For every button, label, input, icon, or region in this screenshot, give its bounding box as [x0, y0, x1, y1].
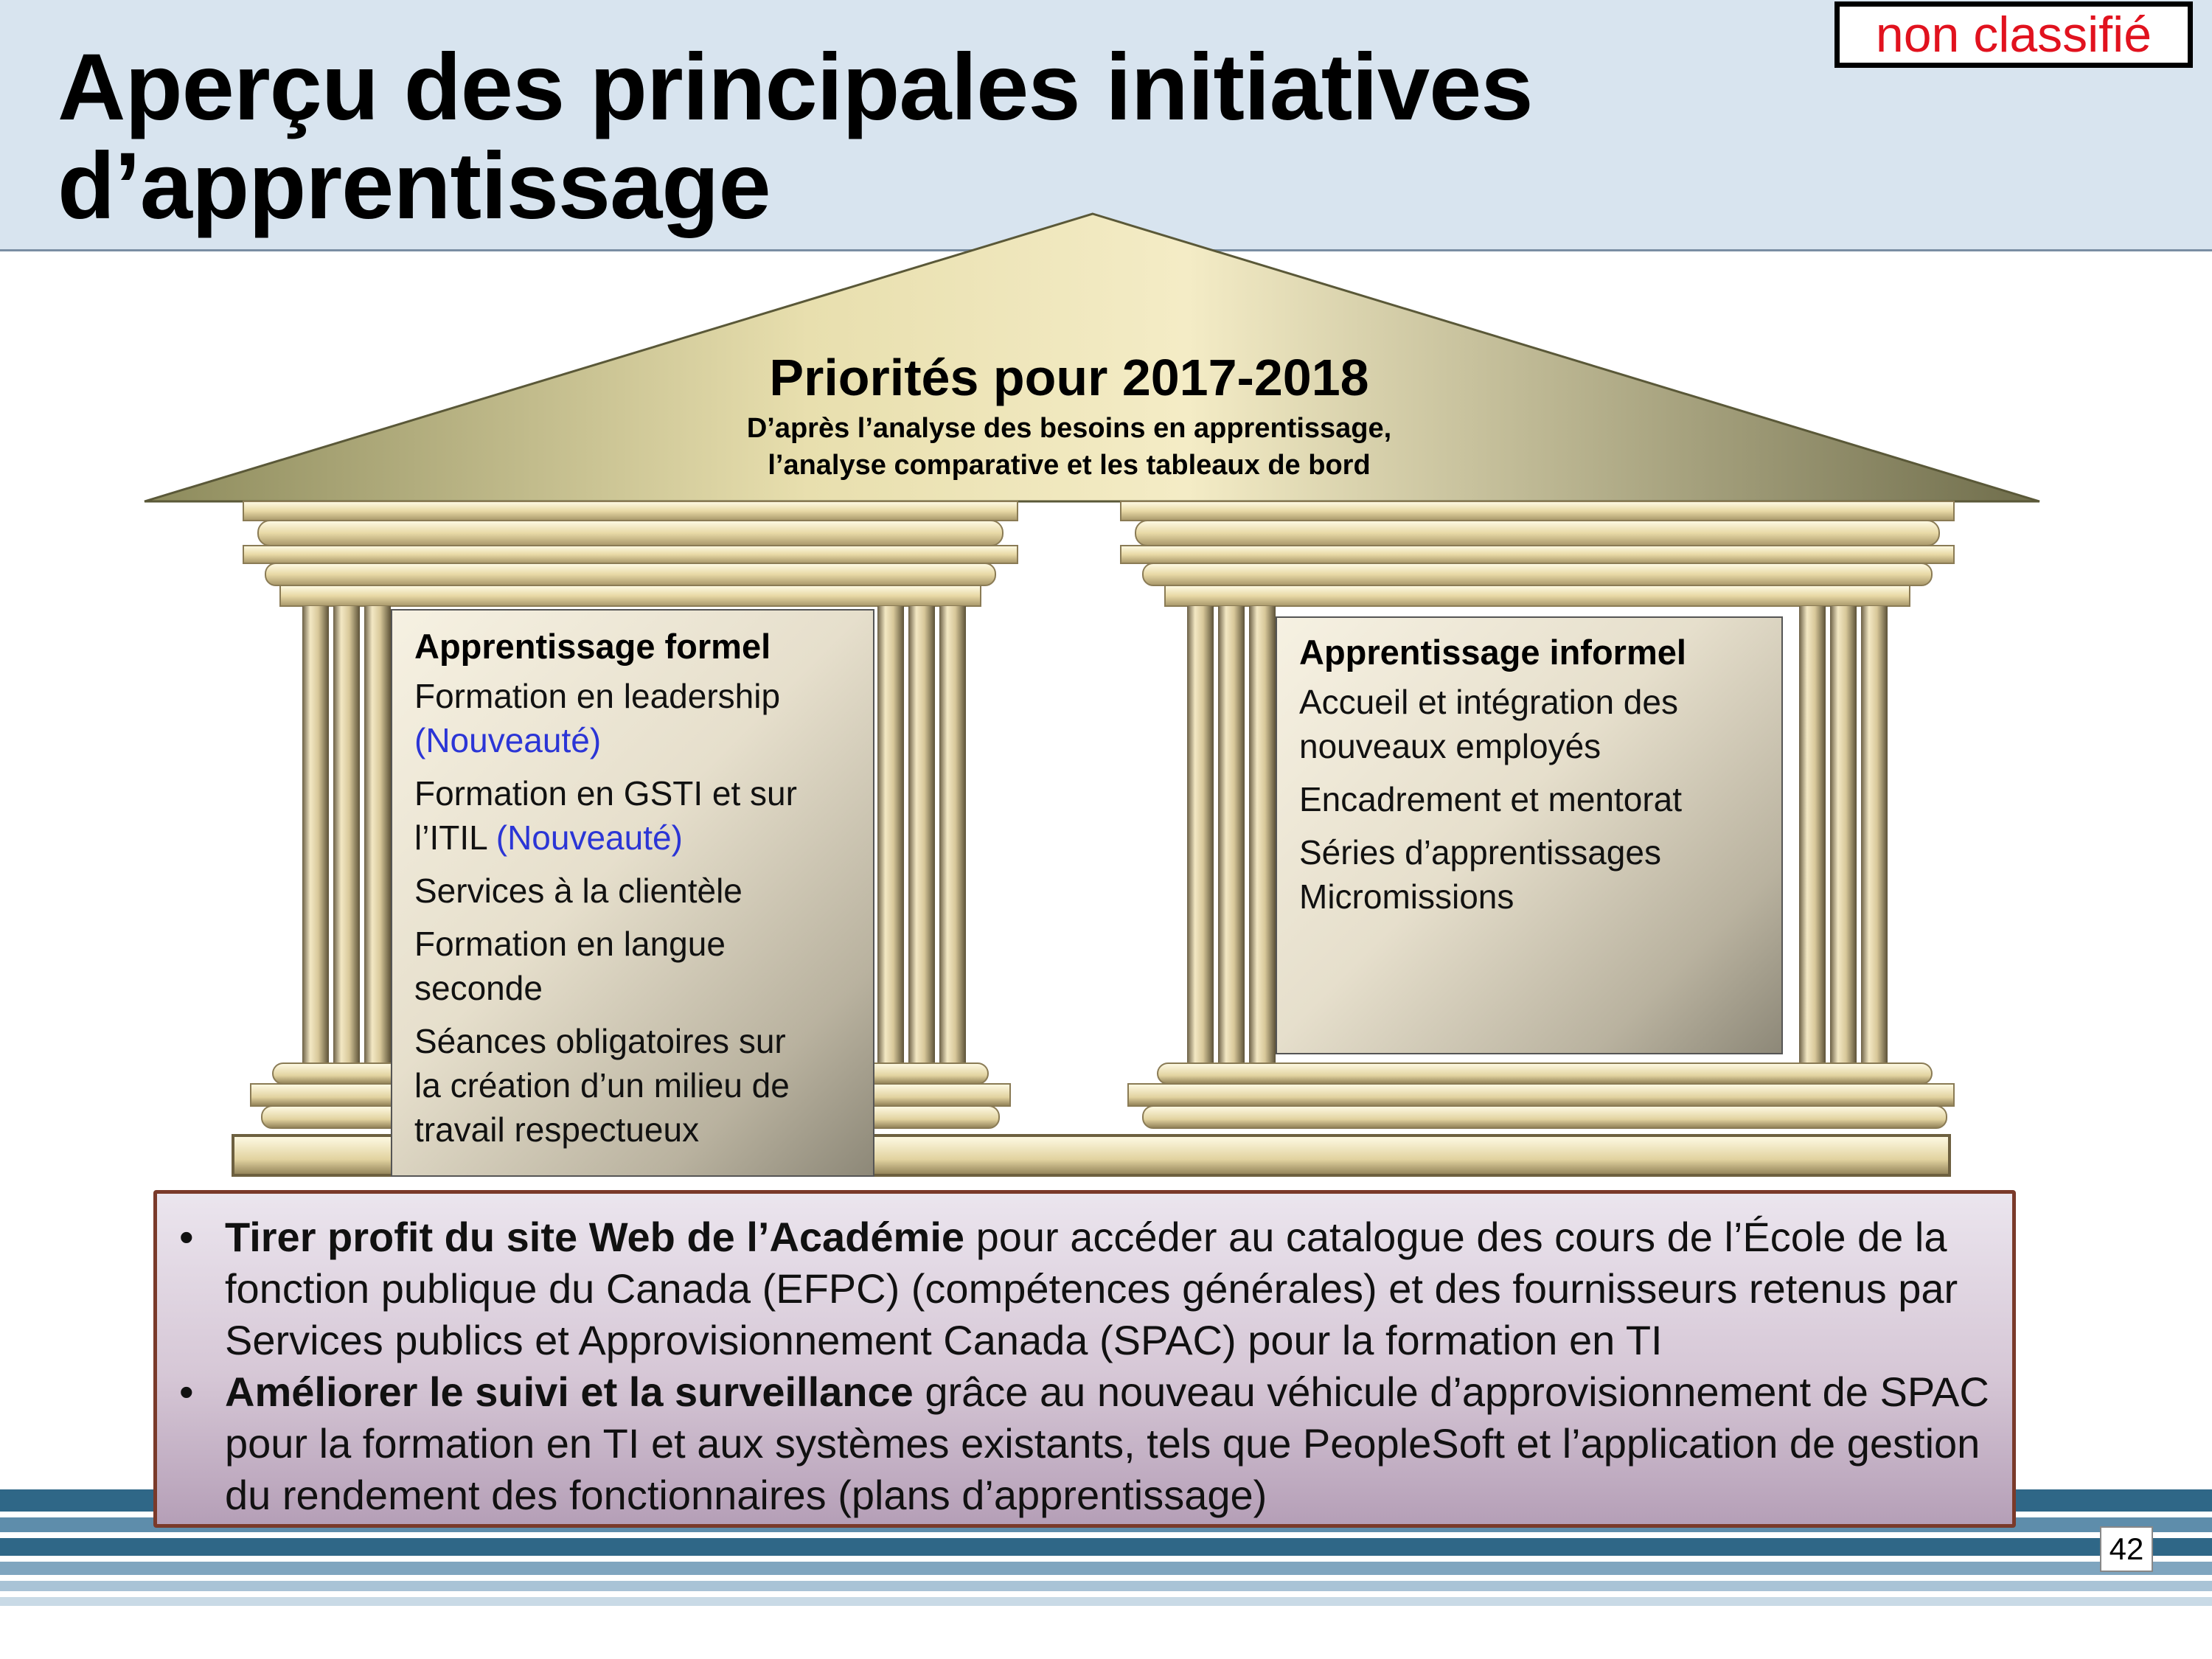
item-text: Formation en langue [414, 925, 726, 963]
item-text: Encadrement et mentorat [1299, 780, 1683, 818]
formal-learning-panel [391, 609, 874, 1177]
informal-item-onboarding [1299, 680, 1767, 768]
formal-item-second-language [414, 922, 858, 1010]
item-text-3: travail respectueux [414, 1110, 700, 1149]
classification-label: non classifié [1834, 1, 2193, 68]
informal-item-learning-series [1299, 830, 1767, 874]
item-text: Accueil et intégration des [1299, 683, 1678, 721]
page-number: 42 [2100, 1526, 2153, 1572]
formal-learning-heading: Apprentissage formel [414, 627, 771, 666]
bullet-glyph: • [179, 1214, 194, 1260]
formal-item-gsti-itil [414, 771, 858, 860]
item-text-2: la création d’un milieu de [414, 1066, 790, 1105]
item-text: Formation en leadership [414, 677, 781, 715]
key-action-item [179, 1211, 1992, 1366]
informal-item-micromissions [1299, 874, 1767, 919]
key-action-text: grâce au nouveau véhicule d’approvisionnement de SPAC pour la formation en TI et aux systèmes existants, tels que PeopleSoft et l’application de gestion du rendement des fonctionnaires (plans d’apprentissage) [225, 1368, 1989, 1518]
key-action-bold: Améliorer le suivi et la surveillance [225, 1368, 914, 1415]
item-text: Formation en GSTI et sur [414, 774, 797, 813]
item-text-2: seconde [414, 969, 543, 1007]
item-text: Séries d’apprentissages [1299, 833, 1661, 872]
item-text: Services à la clientèle [414, 872, 742, 910]
formal-item-client-services [414, 869, 858, 913]
key-action-item [179, 1366, 1992, 1521]
informal-learning-heading: Apprentissage informel [1299, 633, 1686, 672]
key-actions-list [157, 1211, 1992, 1521]
key-action-text: pour accéder au catalogue des cours de l’École de la fonction publique du Canada (EFPC) (compétences générales) et des fournisseurs retenus par Services publics et Approvisionnement Canada (SPAC) pour la formation en TI [225, 1214, 1958, 1363]
new-tag: (Nouveauté) [495, 818, 683, 857]
informal-item-coaching [1299, 777, 1767, 821]
roof-subtitle-line-2: l’analyse comparative et les tableaux de bord [768, 450, 1371, 481]
new-tag: (Nouveauté) [414, 721, 602, 759]
item-text-2: l’ITIL [414, 818, 496, 857]
formal-item-respectful-workplace [414, 1019, 858, 1152]
informal-learning-panel [1276, 616, 1783, 1054]
item-text-2: nouveaux employés [1299, 727, 1601, 765]
title-line-1: Aperçu des principales initiatives [58, 35, 1533, 140]
item-text: Micromissions [1299, 877, 1514, 916]
title-line-2: d’apprentissage [58, 133, 771, 239]
bullet-glyph: • [179, 1368, 194, 1415]
formal-item-leadership [414, 674, 858, 762]
roof-subtitle-line-1: D’après l’analyse des besoins en apprentissage, [746, 413, 1392, 444]
item-text: Séances obligatoires sur [414, 1022, 786, 1060]
key-actions-box [153, 1190, 2016, 1528]
key-action-bold: Tirer profit du site Web de l’Académie [225, 1214, 965, 1260]
roof-title: Priorités pour 2017-2018 [769, 349, 1369, 406]
